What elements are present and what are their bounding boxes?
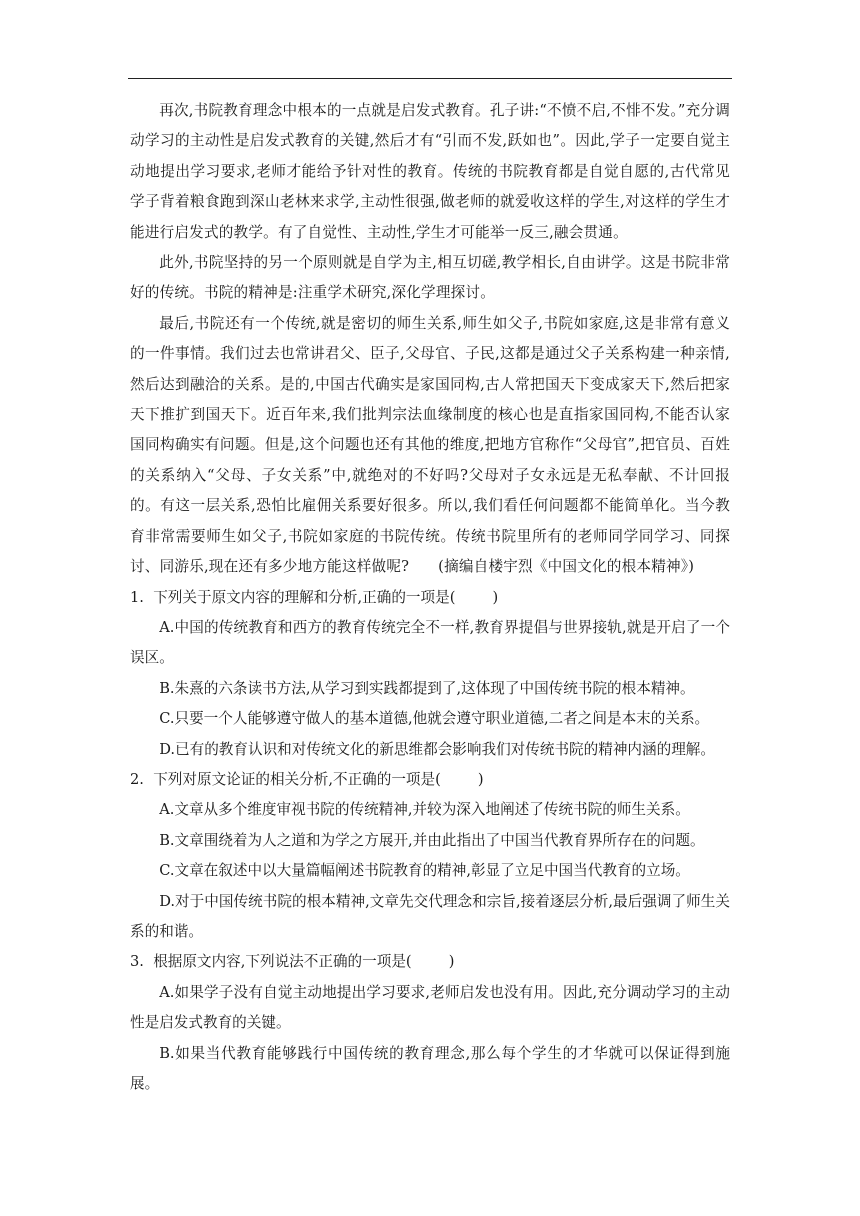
option-b: B.如果当代教育能够践行中国传统的教育理念,那么每个学生的才华就可以保证得到施展。	[130, 1044, 730, 1092]
question-3	[130, 947, 730, 1099]
passage-paragraph-1: 再次,书院教育理念中根本的一点就是启发式教育。孔子讲:“不愤不启,不悱不发。”充分调动学习的主动性是启发式教育的关键,然后才有“引而不发,跃如也”。因此,学子一定要自觉主动地提出学习要求,老师才能给予针对性的教育。传统的书院教育都是自觉自愿的,古代常见学子背着粮食跑到深山老林来求学,主动性很强,做老师的就爱收这样的学生,对这样的学生才能进行启发式的教学。有了自觉性、主动性,学生才可能举一反三,融会贯通。	[130, 102, 730, 241]
option-a: A.如果学子没有自觉主动地提出学习要求,老师启发也没有用。因此,充分调动学习的主动性是启发式教育的关键。	[130, 983, 730, 1032]
passage-paragraph-2: 此外,书院坚持的另一个原则就是自学为主,相互切磋,教学相长,自由讲学。这是书院非常好的传统。书院的精神是:注重学术研究,深化学理探讨。	[130, 254, 730, 302]
document-body	[130, 96, 730, 1099]
question-2	[130, 765, 730, 947]
question-1	[130, 583, 730, 765]
option-c: C.只要一个人能够遵守做人的基本道德,他就会遵守职业道德,二者之间是本末的关系。	[159, 710, 710, 728]
option-d: D.已有的教育认识和对传统文化的新思维都会影响我们对传统书院的精神内涵的理解。	[159, 740, 715, 758]
header-rule	[128, 78, 732, 79]
option-a: A.文章从多个维度审视书院的传统精神,并较为深入地阐述了传统书院的师生关系。	[159, 801, 690, 819]
option-a: A.中国的传统教育和西方的教育传统完全不一样,教育界提倡与世界接轨,就是开启了一个误区。	[130, 618, 730, 667]
option-d: D.对于中国传统书院的根本精神,文章先交代理念和宗旨,接着逐层分析,最后强调了师生关系的和谐。	[130, 892, 730, 940]
question-stem: 1. 下列关于原文内容的理解和分析,正确的一项是( )	[130, 588, 499, 606]
passage-paragraph-3: 最后,书院还有一个传统,就是密切的师生关系,师生如父子,书院如家庭,这是非常有意义的一件事情。我们过去也常讲君父、臣子,父母官、子民,这都是通过父子关系构建一种亲情,然后达到融洽的关系。是的,中国古代确实是家国同构,古人常把国天下变成家天下,然后把家天下推扩到国天下。近百年来,我们批判宗法血缘制度的核心也是直指家国同构,不能否认家国同构确实有问题。但是,这个问题也还有其他的维度,把地方官称作“父母官”,把官员、百姓的关系纳入“父母、子女关系”中,就绝对的不好吗?父母对子女永远是无私奉献、不计回报的。有这一层关系,恐怕比雇佣关系要好很多。所以,我们看任何问题都不能简单化。当今教育非常需要师生如父子,书院如家庭的书院传统。传统书院里所有的老师同学同学习、同探讨、同游乐,现在还有多少地方能这样做呢? (摘编自楼宇烈《中国文化的根本精神》)	[130, 314, 730, 576]
option-b: B.文章围绕着为人之道和为学之方展开,并由此指出了中国当代教育界所存在的问题。	[159, 831, 705, 849]
question-stem: 2. 下列对原文论证的相关分析,不正确的一项是( )	[130, 770, 484, 788]
option-b: B.朱熹的六条读书方法,从学习到实践都提到了,这体现了中国传统书院的根本精神。	[159, 679, 695, 697]
option-c: C.文章在叙述中以大量篇幅阐述书院教育的精神,彰显了立足中国当代教育的立场。	[159, 862, 690, 880]
question-stem: 3. 根据原文内容,下列说法不正确的一项是( )	[130, 953, 455, 971]
